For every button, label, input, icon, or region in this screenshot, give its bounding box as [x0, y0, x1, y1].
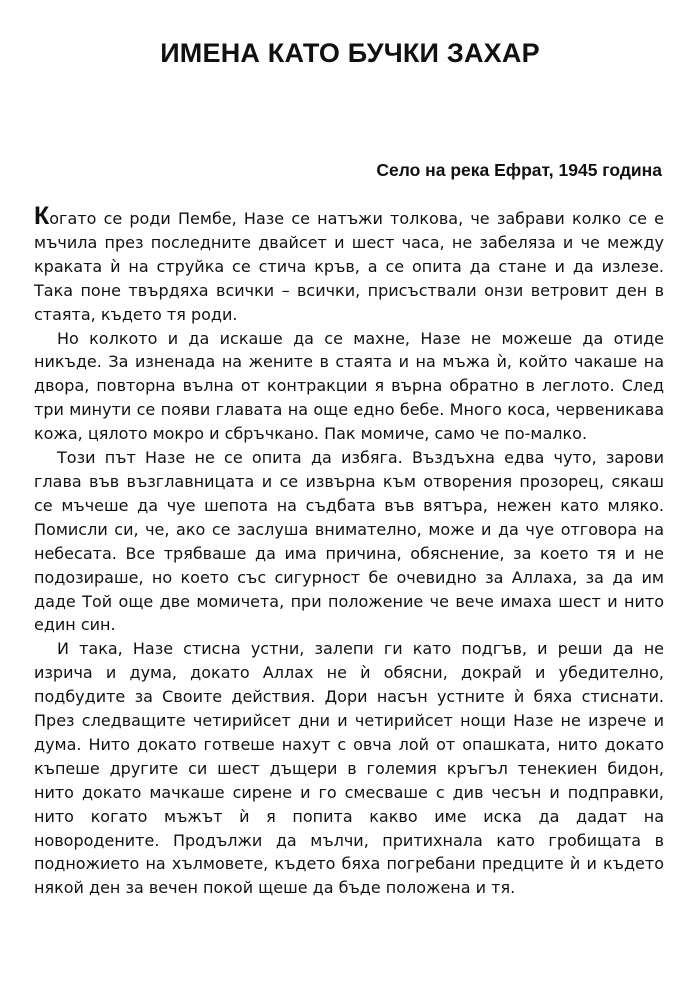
paragraph-1: [34, 202, 664, 327]
paragraph-3: Този път Назе не се опита да избяга. Въздъхна едва чуто, зарови глава във възглавницата и се извърна към отворения прозорец, сякаш се мъчеше да чуе шепота на съдбата във вятъра, нежен като мляко. Помисли си, че, ако се заслуша внимателно, може и да чуе отговора на небесата. Все трябваше да има причина, обяснение, за което тя и не подозираше, но което със сигурност бе очевидно за Аллаха, за да им даде Той още две момичета, при положение че вече имаха шест и нито един син.: [34, 448, 664, 635]
chapter-title: ИМЕНА КАТО БУЧКИ ЗАХАР: [160, 38, 540, 68]
drop-cap: К: [34, 202, 50, 230]
paragraph-1-text: огато се роди Пембе, Назе се натъжи толкова, че забрави колко се е мъчила през последните двайсет и шест часа, не забеляза и че между краката ѝ на струйка се стича кръв, а се опита да стане и да излезе. Така поне твърдяха всички – всички, присъствали онзи ветровит ден в стаята, където тя роди.: [34, 209, 664, 324]
paragraph-4: И така, Назе стисна устни, залепи ги като подгъв, и реши да не изрича и дума, докато Аллах не ѝ обясни, докрай и убедително, подбудите за Своите действия. Дори насън устните ѝ бяха стиснати. През следващите четирийсет дни и четирийсет нощи Назе не изрече и дума. Нито докато готвеше нахут с овча лой от опашката, нито докато къпеше другите си шест дъщери в големия кръгъл тенекиен бидон, нито докато мачкаше сирене и го смесваше с див чесън и подправки, нито когато мъжът ѝ я попита какво име иска да дадат на новородените. Продължи да мълчи, притихнала като гробищата в подножието на хълмовете, където бяха погребани предците ѝ и където някой ден за вечен покой щеше да бъде положена и тя.: [34, 639, 664, 898]
paragraph-2: Но колкото и да искаше да се махне, Назе не можеше да отиде никъде. За изненада на жените в стаята и на мъжа ѝ, който чакаше на двора, повторна вълна от контракции я върна обратно в леглото. След три минути се появи главата на още едно бебе. Много коса, червеникава кожа, цялото мокро и сбръчкано. Пак момиче, само че по-малко.: [34, 328, 664, 444]
chapter-body: [34, 202, 664, 900]
chapter-subtitle: Село на река Ефрат, 1945 година: [376, 160, 662, 180]
